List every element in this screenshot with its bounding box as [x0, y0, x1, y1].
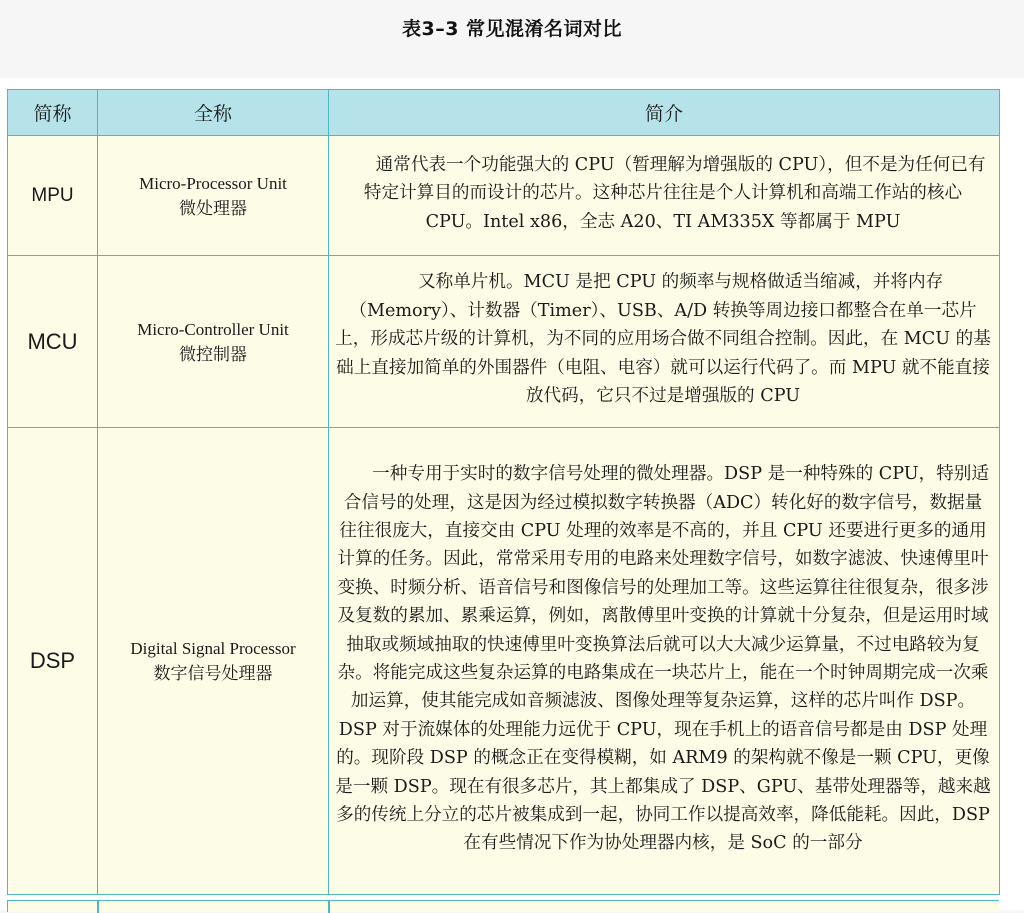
cell-fullname: [98, 256, 329, 428]
cell-abbr: MCU: [8, 256, 98, 428]
column-divider: [328, 901, 330, 913]
fullname-english: Micro-Controller Unit: [137, 319, 289, 339]
cell-fullname: [98, 428, 329, 895]
cell-abbr: MPU: [8, 136, 98, 256]
cell-description: [329, 256, 1000, 428]
fullname-chinese: 数字信号处理器: [153, 664, 273, 683]
description-text: 通常代表一个功能强大的 CPU（暂理解为增强版的 CPU），但不是为任何已有特定计算目的而设计的芯片。这种芯片往往是个人计算机和高端工作站的核心 CPU。Intel x86，全志 A20、TI AM335X 等都属于 MPU: [363, 154, 986, 232]
header-description: 简介: [329, 90, 1000, 136]
table-header-row: [8, 90, 1000, 136]
table-row-mcu: [8, 256, 1000, 428]
table-row-dsp: [8, 428, 1000, 895]
header-abbr: 简称: [8, 90, 98, 136]
cell-abbr: DSP: [8, 428, 98, 895]
cell-description: [329, 136, 1000, 256]
column-divider: [97, 901, 99, 913]
cell-description: [329, 428, 1000, 895]
fullname-chinese: 微控制器: [179, 344, 247, 364]
header-fullname: 全称: [98, 90, 329, 136]
cell-fullname: [98, 136, 329, 256]
fullname-english: Digital Signal Processor: [130, 639, 296, 658]
description-text: 一种专用于实时的数字信号处理的微处理器。DSP 是一种特殊的 CPU，特别适合信号的处理，这是因为经过模拟数字转换器（ADC）转化好的数字信号，数据量往往很庞大，直接交由 CPU 处理的效率是不高的，并且 CPU 还要进行更多的通用计算的任务。因此，常常采用专用的电路来处理数字信号，如数字滤波、快速傅里叶变换、时频分析、语音信号和图像信号的处理加工等。这些运算往往很复杂，很多涉及复数的累加、累乘运算，例如，离散傅里叶变换的计算就十分复杂，但是运用时域抽取或频域抽取的快速傅里叶变换算法后就可以大大减少运算量，不过电路较为复杂。将能完成这些复杂运算的电路集成在一块芯片上，能在一个时钟周期完成一次乘加运算，使其能完成如音频滤波、图像处理等复杂运算，这样的芯片叫作 DSP。DSP 对于流媒体的处理能力远优于 CPU，现在手机上的语音信号都是由 DSP 处理的。现阶段 DSP 的概念正在变得模糊，如 ARM9 的架构就不像是一颗 CPU，更像是一颗 DSP。现在有很多芯片，其上都集成了 DSP、GPU、基带处理器等，越来越多的传统上分立的芯片被集成到一起，协同工作以提高效率，降低能耗。因此，DSP 在有些情况下作为协处理器内核，是 SoC 的一部分: [335, 464, 991, 854]
description-text: 又称单片机。MCU 是把 CPU 的频率与规格做适当缩减，并将内存（Memory）、计数器（Timer）、USB、A/D 转换等周边接口都整合在单一芯片上，形成芯片级的计算机，为不同的应用场合做不同组合控制。因此，在 MCU 的基础上直接加简单的外围器件（电阻、电容）就可以运行代码了。而 MPU 就不能直接放代码，它只不过是增强版的 CPU: [335, 272, 991, 407]
fullname-chinese: 微处理器: [179, 198, 247, 218]
next-row-start: [7, 900, 999, 912]
comparison-table: [7, 89, 1000, 895]
fullname-english: Micro-Processor Unit: [139, 173, 287, 193]
table-row-mpu: [8, 136, 1000, 256]
table-caption: 表3–3 常见混淆名词对比: [401, 18, 623, 40]
page-sheet: [0, 78, 1024, 910]
